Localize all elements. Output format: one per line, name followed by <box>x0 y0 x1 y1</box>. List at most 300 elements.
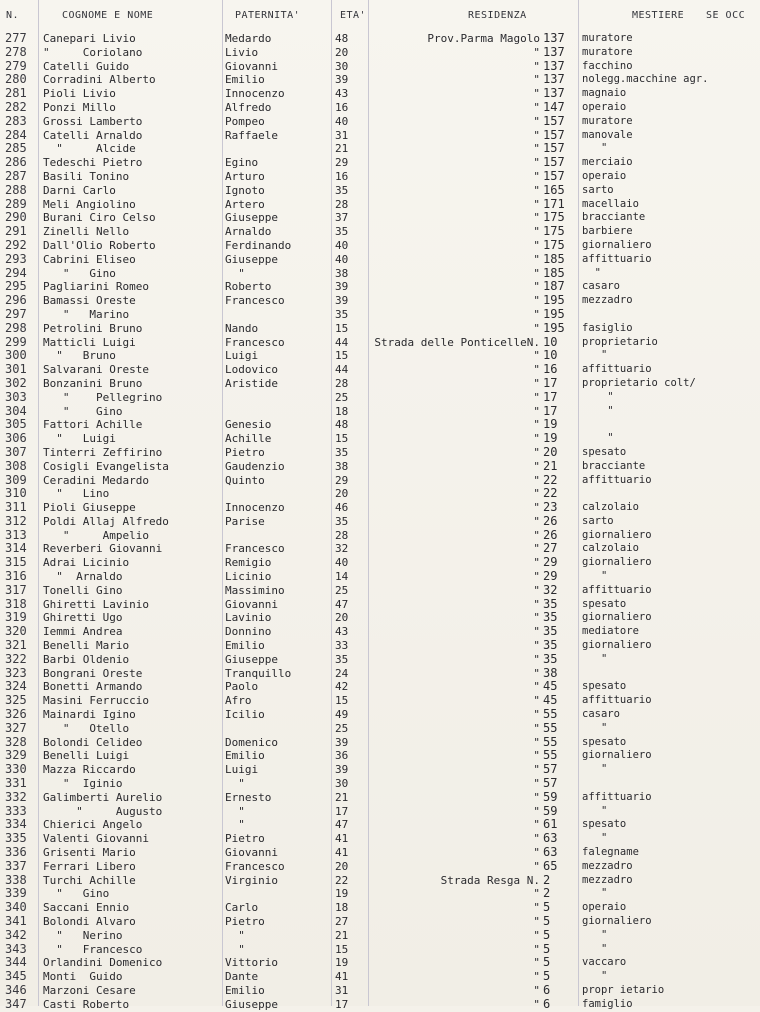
row-paternita: Nando <box>225 321 259 335</box>
row-paternita: Massimino <box>225 583 285 597</box>
row-residenza: " <box>533 652 540 666</box>
row-house-number: 35 <box>543 625 558 639</box>
row-number: 297 <box>5 307 27 321</box>
row-eta: 42 <box>335 680 349 694</box>
row-paternita: Achille <box>225 432 272 446</box>
row-residenza: " <box>533 887 540 901</box>
register-row <box>0 915 760 929</box>
row-mestiere: facchino <box>582 59 633 72</box>
row-house-number: 61 <box>543 818 558 832</box>
row-number: 339 <box>5 887 27 901</box>
row-eta: 25 <box>335 390 349 404</box>
row-name: " Gino <box>43 404 123 418</box>
row-eta: 33 <box>335 639 349 653</box>
row-mestiere: operaio <box>582 901 627 914</box>
row-number: 344 <box>5 956 27 970</box>
row-name: Benelli Mario <box>43 639 130 653</box>
row-paternita: Emilio <box>225 983 265 997</box>
row-mestiere: " <box>582 928 608 941</box>
row-name: Bamassi Oreste <box>43 294 136 308</box>
row-house-number: 175 <box>543 225 565 239</box>
register-row <box>0 32 760 46</box>
row-house-number: 185 <box>543 252 565 266</box>
row-eta: 15 <box>335 942 349 956</box>
row-name: Casti Roberto <box>43 997 130 1011</box>
row-name: " Augusto <box>43 804 163 818</box>
row-residenza: " <box>533 749 540 763</box>
row-residenza: " <box>533 45 540 59</box>
row-mestiere: casaro <box>582 708 620 721</box>
register-row <box>0 639 760 653</box>
row-eta: 35 <box>335 183 349 197</box>
row-name: Bongrani Oreste <box>43 666 143 680</box>
register-row <box>0 391 760 405</box>
row-residenza: " <box>533 514 540 528</box>
register-rows <box>0 32 760 1012</box>
register-row <box>0 556 760 570</box>
row-mestiere: spesato <box>582 818 627 831</box>
row-residenza: " <box>533 790 540 804</box>
row-mestiere: propr ietario <box>582 983 665 996</box>
row-residenza: " <box>533 846 540 860</box>
row-name: Catelli Arnaldo <box>43 128 143 142</box>
row-mestiere: mezzadro <box>582 294 633 307</box>
row-number: 287 <box>5 169 27 183</box>
row-mestiere: muratore <box>582 45 633 58</box>
row-eta: 30 <box>335 59 349 73</box>
row-residenza: " <box>533 901 540 915</box>
row-eta: 14 <box>335 570 349 584</box>
row-name: Catelli Guido <box>43 59 130 73</box>
row-residenza: " <box>533 859 540 873</box>
row-paternita: Parise <box>225 514 265 528</box>
row-house-number: 63 <box>543 846 558 860</box>
row-name: Masini Ferruccio <box>43 694 149 708</box>
row-eta: 41 <box>335 832 349 846</box>
row-residenza: " <box>533 225 540 239</box>
register-row <box>0 460 760 474</box>
row-number: 294 <box>5 266 27 280</box>
row-number: 330 <box>5 763 27 777</box>
row-number: 290 <box>5 211 27 225</box>
row-number: 333 <box>5 804 27 818</box>
row-house-number: 137 <box>543 73 565 87</box>
register-row <box>0 225 760 239</box>
row-eta: 18 <box>335 404 349 418</box>
row-house-number: 55 <box>543 721 558 735</box>
row-name: Turchi Achille <box>43 873 136 887</box>
row-eta: 31 <box>335 128 349 142</box>
row-residenza: " <box>533 252 540 266</box>
row-name: " Gino <box>43 266 116 280</box>
row-number: 347 <box>5 997 27 1011</box>
row-name: " Ampelio <box>43 528 149 542</box>
row-eta: 18 <box>335 901 349 915</box>
row-eta: 17 <box>335 804 349 818</box>
row-residenza: " <box>533 528 540 542</box>
row-mestiere: affittuario <box>582 694 652 707</box>
row-number: 314 <box>5 542 27 556</box>
row-mestiere: sarto <box>582 183 614 196</box>
row-mestiere: casaro <box>582 280 620 293</box>
row-mestiere: affittuario <box>582 363 652 376</box>
row-residenza: " <box>533 735 540 749</box>
row-name: Cosigli Evangelista <box>43 459 169 473</box>
row-paternita: Giovanni <box>225 59 278 73</box>
row-number: 310 <box>5 487 27 501</box>
row-residenza: " <box>533 156 540 170</box>
row-residenza: " <box>533 211 540 225</box>
row-name: " Iginio <box>43 777 123 791</box>
row-residenza: " <box>533 418 540 432</box>
row-house-number: 20 <box>543 445 558 459</box>
row-paternita: Francesco <box>225 294 285 308</box>
row-number: 291 <box>5 225 27 239</box>
row-eta: 41 <box>335 970 349 984</box>
row-house-number: 17 <box>543 390 558 404</box>
row-number: 309 <box>5 473 27 487</box>
row-residenza: " <box>533 376 540 390</box>
row-house-number: 5 <box>543 928 551 942</box>
row-eta: 25 <box>335 583 349 597</box>
row-paternita: Giuseppe <box>225 652 278 666</box>
row-number: 303 <box>5 390 27 404</box>
row-house-number: 157 <box>543 156 565 170</box>
row-residenza: " <box>533 238 540 252</box>
row-house-number: 6 <box>543 997 551 1011</box>
register-row <box>0 653 760 667</box>
register-row <box>0 680 760 694</box>
row-residenza: " <box>533 307 540 321</box>
row-mestiere: sarto <box>582 514 614 527</box>
row-house-number: 17 <box>543 404 558 418</box>
row-house-number: 29 <box>543 556 558 570</box>
row-house-number: 45 <box>543 694 558 708</box>
row-eta: 35 <box>335 514 349 528</box>
register-row <box>0 211 760 225</box>
register-row <box>0 832 760 846</box>
row-mestiere: barbiere <box>582 225 633 238</box>
row-number: 305 <box>5 418 27 432</box>
row-paternita: Artero <box>225 197 265 211</box>
row-number: 342 <box>5 928 27 942</box>
row-number: 278 <box>5 45 27 59</box>
row-mestiere: spesato <box>582 597 627 610</box>
row-house-number: 21 <box>543 459 558 473</box>
row-number: 326 <box>5 708 27 722</box>
row-residenza: " <box>533 570 540 584</box>
row-mestiere: operaio <box>582 100 627 113</box>
register-row <box>0 584 760 598</box>
row-residenza: " <box>533 280 540 294</box>
row-mestiere: affittuario <box>582 790 652 803</box>
row-paternita: Giuseppe <box>225 997 278 1011</box>
row-name: " Gino <box>43 887 110 901</box>
row-name: Darni Carlo <box>43 183 116 197</box>
row-mestiere: affittuario <box>582 473 652 486</box>
row-eta: 19 <box>335 956 349 970</box>
row-eta: 20 <box>335 45 349 59</box>
row-mestiere: " <box>582 763 608 776</box>
row-paternita: " <box>225 818 245 832</box>
register-row <box>0 529 760 543</box>
row-name: " Alcide <box>43 142 136 156</box>
row-number: 340 <box>5 901 27 915</box>
row-mestiere: giornaliero <box>582 639 652 652</box>
row-number: 335 <box>5 832 27 846</box>
row-name: " Lino <box>43 487 110 501</box>
row-name: Tinterri Zeffirino <box>43 445 163 459</box>
row-mestiere: merciaio <box>582 156 633 169</box>
row-residenza: " <box>533 266 540 280</box>
row-paternita: Livio <box>225 45 259 59</box>
row-paternita: " <box>225 266 245 280</box>
row-eta: 20 <box>335 487 349 501</box>
row-house-number: 195 <box>543 321 565 335</box>
row-residenza: " <box>533 983 540 997</box>
row-name: Grisenti Mario <box>43 846 136 860</box>
header-residenza: RESIDENZA <box>468 10 527 21</box>
row-mestiere: " <box>582 804 608 817</box>
register-row <box>0 763 760 777</box>
row-paternita: Francesco <box>225 542 285 556</box>
row-paternita: Remigio <box>225 556 272 570</box>
row-eta: 15 <box>335 432 349 446</box>
row-house-number: 137 <box>543 59 565 73</box>
row-eta: 40 <box>335 238 349 252</box>
row-house-number: 26 <box>543 514 558 528</box>
row-mestiere: bracciante <box>582 459 646 472</box>
row-eta: 40 <box>335 114 349 128</box>
register-row <box>0 60 760 74</box>
row-residenza: " <box>533 542 540 556</box>
row-mestiere: fasiglio <box>582 321 633 334</box>
row-house-number: 19 <box>543 418 558 432</box>
row-name: Bolondi Celideo <box>43 735 143 749</box>
row-house-number: 35 <box>543 639 558 653</box>
row-house-number: 137 <box>543 32 565 45</box>
row-mestiere: calzolaio <box>582 501 639 514</box>
row-name: Canepari Livio <box>43 32 136 45</box>
register-row <box>0 777 760 791</box>
register-row <box>0 46 760 60</box>
header-paternita: PATERNITA' <box>235 10 301 21</box>
row-eta: 24 <box>335 666 349 680</box>
row-residenza: " <box>533 100 540 114</box>
row-eta: 39 <box>335 735 349 749</box>
row-residenza: " <box>533 487 540 501</box>
row-house-number: 38 <box>543 666 558 680</box>
row-number: 299 <box>5 335 27 349</box>
row-residenza: " <box>533 183 540 197</box>
register-row <box>0 667 760 681</box>
row-eta: 29 <box>335 473 349 487</box>
row-name: Mainardi Igino <box>43 708 136 722</box>
row-residenza: " <box>533 915 540 928</box>
header-eta: ETA' <box>340 10 367 21</box>
row-name: Monti Guido <box>43 970 123 984</box>
row-name: " Nerino <box>43 928 123 942</box>
row-house-number: 6 <box>543 983 551 997</box>
row-mestiere: muratore <box>582 114 633 127</box>
row-house-number: 19 <box>543 432 558 446</box>
row-name: Saccani Ennio <box>43 901 130 915</box>
row-paternita: Gaudenzio <box>225 459 285 473</box>
row-number: 320 <box>5 625 27 639</box>
row-house-number: 171 <box>543 197 565 211</box>
row-mestiere: proprietario <box>582 335 658 348</box>
row-residenza: " <box>533 804 540 818</box>
row-residenza: " <box>533 708 540 722</box>
row-eta: 38 <box>335 266 349 280</box>
row-paternita: Pietro <box>225 832 265 846</box>
row-name: Orlandini Domenico <box>43 956 163 970</box>
row-name: " Marino <box>43 307 130 321</box>
register-row <box>0 722 760 736</box>
register-row <box>0 322 760 336</box>
row-house-number: 27 <box>543 542 558 556</box>
row-name: Corradini Alberto <box>43 73 156 87</box>
row-house-number: 59 <box>543 804 558 818</box>
row-residenza: " <box>533 169 540 183</box>
register-row <box>0 267 760 281</box>
row-paternita: Luigi <box>225 763 259 777</box>
row-house-number: 57 <box>543 763 558 777</box>
row-paternita: Emilio <box>225 73 265 87</box>
row-paternita: Alfredo <box>225 100 272 114</box>
row-house-number: 165 <box>543 183 565 197</box>
row-residenza: " <box>533 625 540 639</box>
row-name: Meli Angiolino <box>43 197 136 211</box>
register-row <box>0 446 760 460</box>
row-paternita: " <box>225 942 245 956</box>
row-paternita: Giovanni <box>225 597 278 611</box>
row-number: 328 <box>5 735 27 749</box>
row-paternita: Domenico <box>225 735 278 749</box>
row-name: Galimberti Aurelio <box>43 790 163 804</box>
row-mestiere: mezzadro <box>582 873 633 886</box>
row-mestiere: " <box>582 942 608 955</box>
row-residenza: " <box>533 501 540 515</box>
row-residenza: " <box>533 73 540 87</box>
row-eta: 15 <box>335 694 349 708</box>
row-name: " Pellegrino <box>43 390 163 404</box>
row-paternita: Giuseppe <box>225 252 278 266</box>
row-mestiere: " <box>582 570 608 583</box>
row-paternita: Paolo <box>225 680 259 694</box>
register-row <box>0 736 760 750</box>
row-house-number: 137 <box>543 87 565 101</box>
row-mestiere: giornaliero <box>582 749 652 762</box>
row-name: " Francesco <box>43 942 143 956</box>
row-eta: 21 <box>335 142 349 156</box>
row-eta: 44 <box>335 335 349 349</box>
row-mestiere: nolegg.macchine agr. <box>582 73 709 86</box>
row-residenza: " <box>533 473 540 487</box>
row-name: Valenti Giovanni <box>43 832 149 846</box>
row-paternita: Francesco <box>225 859 285 873</box>
row-name: Pioli Giuseppe <box>43 501 136 515</box>
row-residenza: " <box>533 445 540 459</box>
row-eta: 47 <box>335 597 349 611</box>
row-paternita: Innocenzo <box>225 501 285 515</box>
row-house-number: 10 <box>543 349 558 363</box>
row-residenza: " <box>533 777 540 791</box>
register-row <box>0 405 760 419</box>
row-number: 296 <box>5 294 27 308</box>
register-row <box>0 349 760 363</box>
row-residenza: " <box>533 666 540 680</box>
row-house-number: 16 <box>543 363 558 377</box>
row-eta: 48 <box>335 418 349 432</box>
row-mestiere: " <box>582 404 614 417</box>
row-paternita: Ferdinando <box>225 238 292 252</box>
row-eta: 28 <box>335 197 349 211</box>
row-mestiere: famiglio <box>582 997 633 1010</box>
row-number: 346 <box>5 983 27 997</box>
row-mestiere: " <box>582 390 614 403</box>
row-house-number: 187 <box>543 280 565 294</box>
register-row <box>0 542 760 556</box>
register-row <box>0 625 760 639</box>
row-residenza: Prov.Parma Magolo <box>427 32 540 45</box>
row-mestiere: " <box>582 349 608 362</box>
row-number: 295 <box>5 280 27 294</box>
row-eta: 35 <box>335 225 349 239</box>
row-number: 288 <box>5 183 27 197</box>
register-row <box>0 432 760 446</box>
row-name: " Luigi <box>43 432 116 446</box>
row-name: Matticli Luigi <box>43 335 136 349</box>
row-name: Mazza Riccardo <box>43 763 136 777</box>
row-number: 300 <box>5 349 27 363</box>
row-name: Basili Tonino <box>43 169 130 183</box>
row-number: 317 <box>5 583 27 597</box>
row-house-number: 2 <box>543 887 551 901</box>
row-house-number: 22 <box>543 473 558 487</box>
row-number: 338 <box>5 873 27 887</box>
row-mestiere: affittuario <box>582 252 652 265</box>
header-mestiere: MESTIERE <box>632 10 685 21</box>
row-name: Dall'Olio Roberto <box>43 238 156 252</box>
row-mestiere: manovale <box>582 128 633 141</box>
row-eta: 44 <box>335 363 349 377</box>
row-eta: 37 <box>335 211 349 225</box>
row-eta: 40 <box>335 252 349 266</box>
row-number: 306 <box>5 432 27 446</box>
row-house-number: 5 <box>543 970 551 984</box>
row-eta: 43 <box>335 625 349 639</box>
row-number: 281 <box>5 87 27 101</box>
row-mestiere: giornaliero <box>582 238 652 251</box>
row-mestiere: affittuario <box>582 583 652 596</box>
row-house-number: 157 <box>543 169 565 183</box>
row-mestiere: spesato <box>582 445 627 458</box>
row-number: 308 <box>5 459 27 473</box>
register-row <box>0 101 760 115</box>
row-number: 307 <box>5 445 27 459</box>
row-eta: 49 <box>335 708 349 722</box>
register-row <box>0 474 760 488</box>
row-paternita: Innocenzo <box>225 87 285 101</box>
row-residenza: " <box>533 114 540 128</box>
row-name: Barbi Oldenio <box>43 652 130 666</box>
row-paternita: Arnaldo <box>225 225 272 239</box>
row-name: Adrai Licinio <box>43 556 130 570</box>
register-row <box>0 280 760 294</box>
row-number: 313 <box>5 528 27 542</box>
row-residenza: " <box>533 432 540 446</box>
